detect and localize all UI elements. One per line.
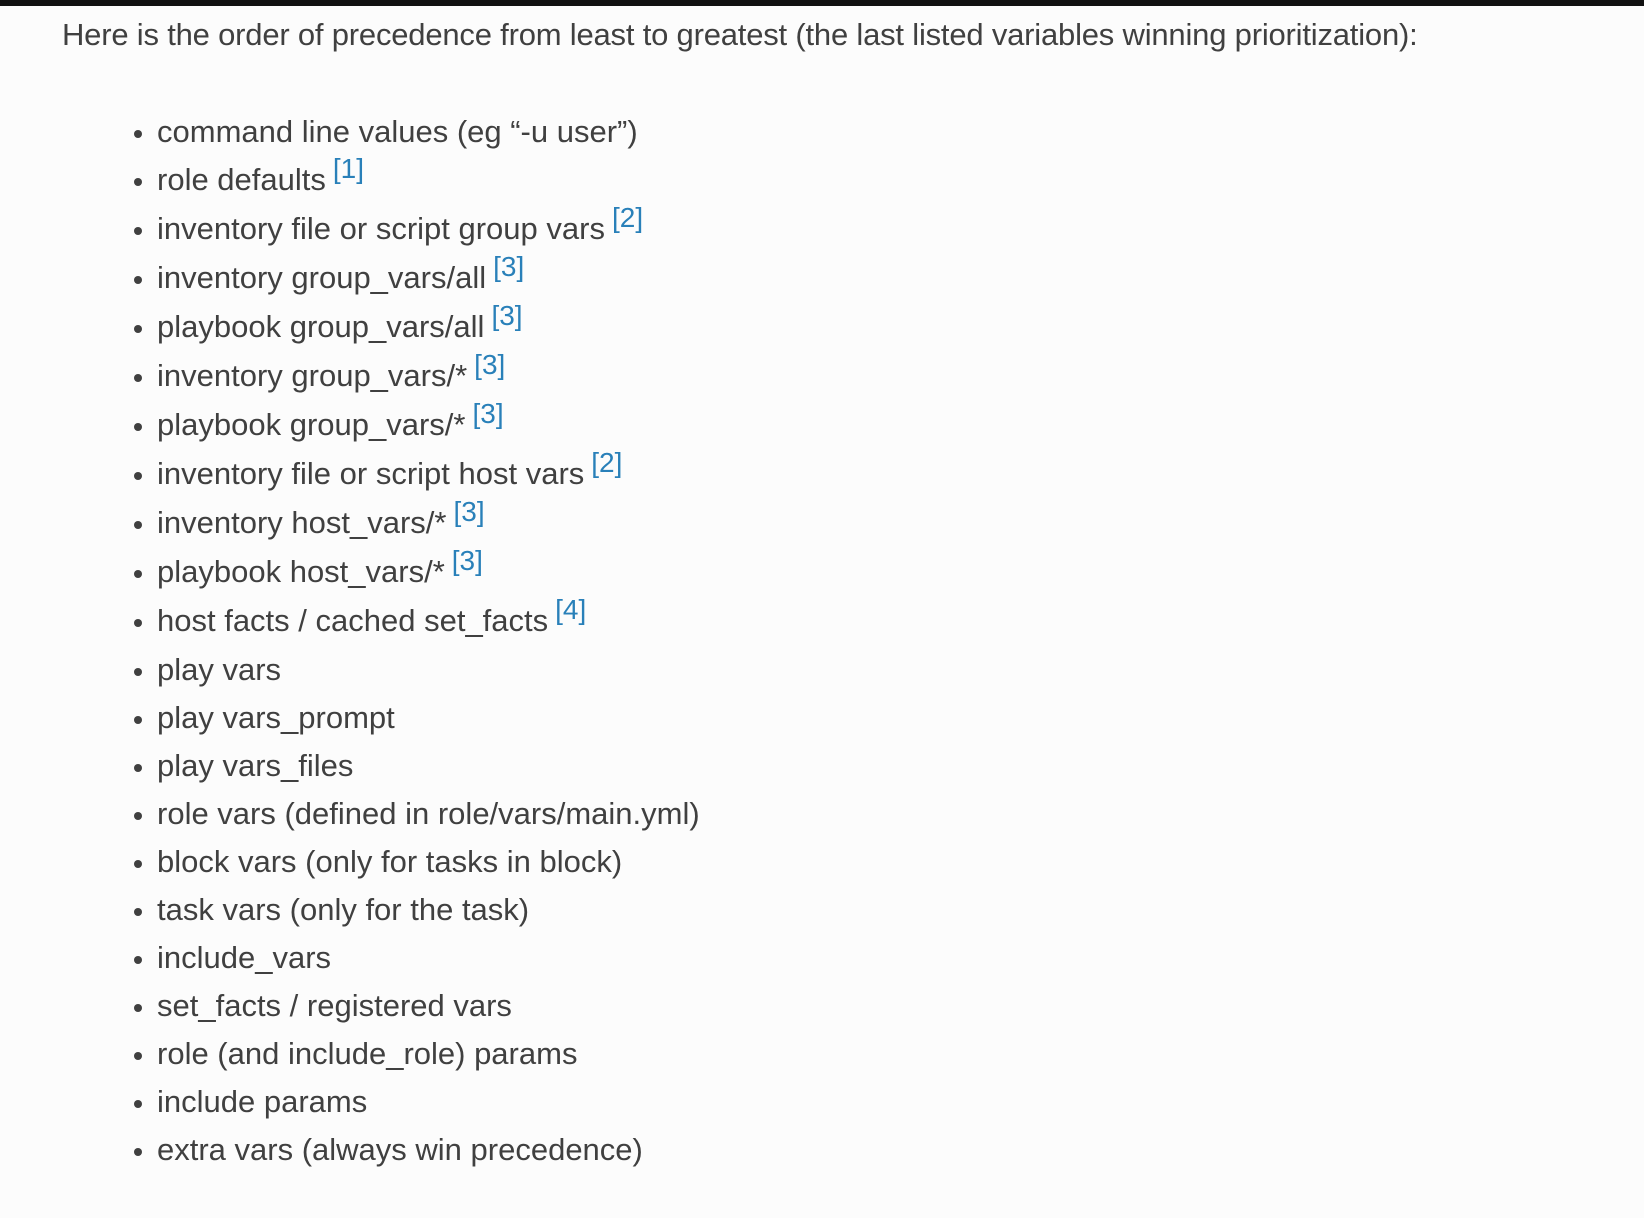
precedence-item-label: playbook group_vars/all — [157, 309, 485, 344]
precedence-item-label: inventory group_vars/* — [157, 358, 468, 393]
precedence-item — [157, 153, 700, 205]
footnote-ref-link[interactable]: [4] — [555, 594, 587, 625]
precedence-item — [157, 349, 700, 401]
footnote-ref-link[interactable]: [3] — [493, 251, 525, 282]
precedence-item-label: playbook group_vars/* — [157, 407, 466, 442]
precedence-item-label: extra vars (always win precedence) — [157, 1132, 643, 1167]
precedence-item — [157, 934, 700, 982]
precedence-item — [157, 838, 700, 886]
precedence-item — [157, 251, 700, 303]
precedence-item-label: inventory host_vars/* — [157, 505, 447, 540]
precedence-item-label: include_vars — [157, 940, 332, 975]
precedence-item — [157, 982, 700, 1030]
footnote-ref-link[interactable]: [2] — [611, 202, 644, 233]
footnote-ref-link[interactable]: [3] — [491, 300, 523, 331]
precedence-item-label: play vars_prompt — [157, 700, 395, 735]
precedence-item — [157, 594, 700, 646]
precedence-item-label: block vars (only for tasks in block) — [157, 844, 623, 879]
precedence-item-label: role (and include_role) params — [157, 1036, 578, 1071]
precedence-item-label: include params — [157, 1084, 368, 1119]
precedence-item-label: inventory file or script group vars — [157, 211, 605, 246]
precedence-item — [157, 545, 700, 597]
precedence-item — [157, 1030, 700, 1078]
precedence-item-label: command line values (eg “-u user”) — [157, 114, 638, 149]
precedence-item-label: host facts / cached set_facts — [157, 603, 549, 638]
top-border — [0, 0, 1644, 6]
precedence-item-label: inventory group_vars/all — [157, 260, 487, 295]
footnote-ref-link[interactable]: [3] — [472, 398, 504, 429]
footnote-ref-link[interactable]: [3] — [451, 545, 483, 576]
precedence-item — [157, 742, 700, 790]
intro-paragraph: Here is the order of precedence from least to greatest (the last listed variables winning prioritization): — [62, 17, 1418, 52]
precedence-item-label: playbook host_vars/* — [157, 554, 445, 589]
precedence-item — [157, 1078, 700, 1126]
precedence-item — [157, 694, 700, 742]
precedence-item-label: task vars (only for the task) — [157, 892, 530, 927]
precedence-item-label: inventory file or script host vars — [157, 456, 585, 491]
footnote-ref-link[interactable]: [1] — [332, 153, 365, 184]
precedence-item — [157, 1126, 700, 1174]
precedence-item — [157, 398, 700, 450]
precedence-item — [157, 202, 700, 254]
precedence-item-label: role vars (defined in role/vars/main.yml) — [157, 796, 700, 831]
precedence-item-label: set_facts / registered vars — [157, 988, 512, 1023]
precedence-item — [157, 300, 700, 352]
precedence-item-label: role defaults — [157, 162, 326, 197]
precedence-item-label: play vars_files — [157, 748, 354, 783]
precedence-item — [157, 496, 700, 548]
precedence-item — [157, 790, 700, 838]
precedence-item — [157, 447, 700, 499]
footnote-ref-link[interactable]: [3] — [453, 496, 485, 527]
footnote-ref-link[interactable]: [3] — [474, 349, 506, 380]
precedence-item-label: play vars — [157, 652, 282, 687]
precedence-item — [157, 886, 700, 934]
footnote-ref-link[interactable]: [2] — [591, 447, 623, 478]
precedence-item — [157, 108, 700, 156]
precedence-item — [157, 646, 700, 694]
precedence-list — [0, 108, 700, 1174]
